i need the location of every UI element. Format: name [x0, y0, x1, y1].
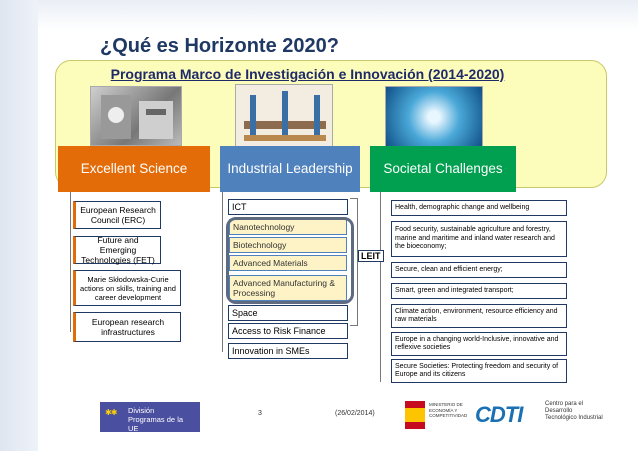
society-item-europe: Europe in a changing world-Inclusive, innovative and reflexive societies — [391, 332, 567, 356]
pillar-excellent-science: Excellent Science — [58, 146, 210, 192]
science-item-msca: Marie Skłodowska-Curie actions on skills, training and career development — [73, 270, 181, 306]
industry-item-manufacturing: Advanced Manufacturing & Processing — [229, 275, 347, 301]
industry-item-space: Space — [228, 305, 348, 321]
science-item-infrastructures: European research infrastructures — [73, 312, 181, 342]
science-connector — [70, 192, 71, 332]
pillar-industrial-leadership: Industrial Leadership — [220, 146, 360, 192]
industry-item-advanced-materials: Advanced Materials — [229, 255, 347, 271]
society-item-energy: Secure, clean and efficient energy; — [391, 262, 567, 278]
leit-bracket — [350, 198, 358, 326]
eu-logo-line1: División — [128, 406, 155, 415]
eu-division-logo — [100, 402, 200, 432]
science-item-fet: Future and Emerging Technologies (FET) — [73, 236, 161, 264]
industry-diagram-photo — [235, 84, 333, 148]
cdti-mark: CDTI — [475, 402, 523, 427]
ministry-logo — [405, 398, 468, 432]
industry-item-biotechnology: Biotechnology — [229, 237, 347, 253]
science-item-erc: European Research Council (ERC) — [73, 201, 161, 229]
pillar-societal-challenges: Societal Challenges — [370, 146, 516, 192]
industry-item-smes: Innovation in SMEs — [228, 343, 348, 359]
slide-title: ¿Qué es Horizonte 2020? — [100, 35, 339, 57]
industry-connector — [222, 192, 223, 352]
leit-highlight-ring — [226, 217, 354, 304]
globe-society-photo — [385, 86, 483, 148]
society-item-climate: Climate action, environment, resource efficiency and raw materials — [391, 304, 567, 328]
cdti-text: Centro para el Desarrollo Tecnológico Industrial — [545, 401, 603, 422]
society-item-food: Food security, sustainable agriculture and forestry, marine and maritime and inland water research and the bioeconomy; — [391, 221, 567, 257]
society-item-secure: Secure Societies: Protecting freedom and security of Europe and its citizens — [391, 359, 567, 383]
industry-item-risk-finance: Access to Risk Finance — [228, 323, 348, 339]
page-number: 3 — [258, 410, 262, 417]
side-decoration — [0, 0, 38, 451]
ministry-text: MINISTERIO DE ECONOMÍA Y COMPETITIVIDAD — [429, 402, 468, 419]
slide-date: (26/02/2014) — [335, 410, 375, 417]
industry-item-nanotechnology: Nanotechnology — [229, 219, 347, 235]
top-decoration — [38, 0, 638, 30]
eu-logo-line2: Programas de la UE — [128, 415, 184, 433]
spain-coat-icon — [405, 401, 425, 429]
banner-title: Programa Marco de Investigación e Innovación (2014-2020) — [110, 66, 505, 82]
society-item-health: Health, demographic change and wellbeing — [391, 200, 567, 216]
cdti-logo — [475, 396, 605, 436]
science-lab-photo — [90, 86, 182, 146]
society-connector — [380, 192, 381, 382]
eu-stars-icon: ✱✱ — [105, 408, 117, 417]
industry-item-ict: ICT — [228, 199, 348, 215]
society-item-transport: Smart, green and integrated transport; — [391, 283, 567, 299]
leit-label: LEIT — [358, 250, 384, 262]
